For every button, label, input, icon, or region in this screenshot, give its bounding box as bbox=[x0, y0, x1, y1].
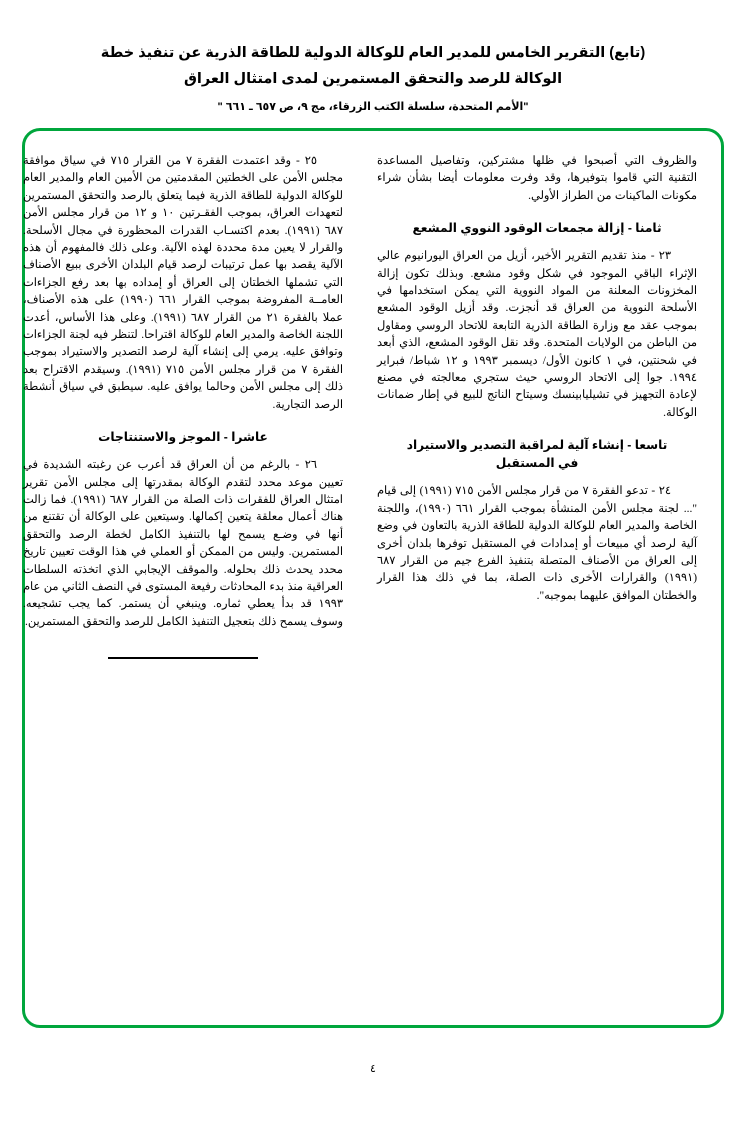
frame-content bbox=[25, 131, 721, 1025]
page-number: ٤ bbox=[370, 1063, 376, 1075]
section-heading-eight: ثامنا - إزالة مجمعات الوقود النووي المشعع bbox=[412, 221, 662, 236]
paragraph-continuation: والظروف التي أصبحوا في ظلها مشتركين، وتفاصيل المساعدة التقنية التي قاموا بتوفيرها، وقد وفرت معلومات أيضا بشأن شراء مكونات الماكينات من الطراز الأولي. bbox=[377, 155, 697, 202]
column-right bbox=[377, 153, 697, 659]
page-header bbox=[0, 0, 746, 118]
horizontal-rule-wrap bbox=[23, 657, 343, 659]
paragraph-23: ٢٣ - منذ تقديم التقرير الأخير، أزيل من العراق اليورانيوم عالي الإثراء الباقي الموجود في شكل وقود مشعع. وبذلك تكون إزالة المخزونات المعلنة من المواد النووية التي يمكن استخدامها في الأسلحة النووية من العراق قد أنجزت. وقد أزيل الوقود المشعع بموجب عقد مع وزارة الطاقة الذرية التابعة للاتحاد الروسي ومقاول من الباطن من الولايات المتحدة. وقد نقل الوقود المشعع، الذي أبعد في شحنتين، في ١ كانون الأول/ ديسمبر ١٩٩٣ و ١٢ شباط/ فبراير ١٩٩٤. جوا إلى الاتحاد الروسي حيث ستجري معالجته في مصنع لإعادة التجهيز في تشيليابينسك وسيتاح الناتج للبيع في إطار ضمانات الوكالة. bbox=[377, 250, 697, 419]
section-divider-rule bbox=[108, 657, 258, 659]
two-column-body bbox=[23, 153, 697, 659]
section-heading-ten: عاشرا - الموجز والاستنتاجات bbox=[98, 430, 268, 445]
green-border-frame bbox=[22, 128, 724, 1028]
section-heading-nine bbox=[377, 436, 697, 472]
header-source-line: "الأمم المتحدة، سلسلة الكتب الزرقاء، مج ٩، ص ٦٥٧ ـ ٦٦١ " bbox=[217, 101, 529, 113]
paragraph-24: ٢٤ - تدعو الفقرة ٧ من قرار مجلس الأمن ٧١٥ (١٩٩١) إلى قيام "... لجنة مجلس الأمن المنشأة بموجب القرار ٦٦١ (١٩٩٠)، واللجنة الخاصة والمدير العام للوكالة الدولية للطاقة الذرية بالتعاون في وضع آلية لرصد أي مبيعات أو إمدادات في المستقبل توفرها بلدان أخرى إلى العراق من الأصناف المتصلة بتنفيذ الفرع جيم من القرار ٦٨٧ (١٩٩١) والقرارات الأخرى ذات الصلة، بما في ذلك هذا القرار والخطتان الموافق عليهما بموجبه". bbox=[377, 485, 697, 602]
header-title-line-2: الوكالة للرصد والتحقق المستمرين لمدى امتثال العراق bbox=[183, 71, 563, 87]
header-title-line-1: (تابع) التقرير الخامس للمدير العام للوكالة الدولية للطاقة الذرية عن تنفيذ خطة bbox=[100, 45, 646, 61]
section-heading-nine-line-1: تاسعا - إنشاء آلية لمراقبة التصدير والاستيراد bbox=[406, 438, 668, 453]
section-heading-nine-line-2: في المستقبل bbox=[495, 456, 579, 471]
paragraph-26: ٢٦ - بالرغم من أن العراق قد أعرب عن رغبته الشديدة في تعيين موعد محدد لتقدم الوكالة بمقدرتها إلى مجلس الأمن تقرير امتثال العراق للفقرات ذات الصلة من القرار ٦٨٧ (١٩٩١). فما زالت هناك أعمال معلقة يتعين إكمالها. وسيتعين على الوكالة أن تقتنع من أنها في وضـع يسمح لها بالتنفيذ الكامل لخطة الرصد والتحقق المستمرين. وليس من الممكن أو العملي في هذا الوقت تعيين تاريخ محدد يحدث ذلك بحلوله. والموقف الإيجابي الذي اتخذته السلطات العراقية منذ بدء المحادثات رفيعة المستوى في النصف الثاني من عام ١٩٩٣ قد بدأ يعطي ثماره. وينبغي أن يستمر. كما يجب تشجيعه. وسوف يسمح ذلك بتعجيل التنفيذ الكامل للرصد والتحقق المستمرين. bbox=[23, 459, 343, 628]
paragraph-25: ٢٥ - وقد اعتمدت الفقرة ٧ من القرار ٧١٥ في سياق موافقة مجلس الأمن على الخطتين المقدمتين من الأمين العام والمدير العام للوكالة الدولية للطاقة الذرية فيما يتعلق بالرصد والتحقق المستمرين لتعهدات العراق، بموجب الفقـرتين ١٠ و ١٢ من قرار مجلس الأمن ٦٨٧ (١٩٩١). بعدم اكتسـاب القدرات المحظورة في مجال الأسلحة. والقرار لا يعين مدة محددة لهذه الآلية. وعلى ذلك فالمفهوم أن هذه الآلية يقصد بها عمل ترتيبات لرصد قيام البلدان الأخرى ببيع الأصناف التي تشملها الخطتان إلى العراق أو إمداده بها بعد رفع الجزاءات العامــة المفروضة بموجب القرار ٦٦١ (١٩٩٠) على هذه الأصناف، عملا بالفقرة ٢١ من القرار ٦٨٧ (١٩٩١). وعلى هذا الأساس، أعدت اللجنة الخاصة والمدير العام للوكالة اقتراحا. لتنظر فيه لجنة الجزاءات وتوافق عليه. يرمي إلى إنشاء آلية لرصد التصدير والاستيراد بموجب الفقرة ٧ من قرار مجلس الأمن ٧١٥ (١٩٩١). وسيقدم الاقتراح بعد ذلك إلى مجلس الأمن وحالما يوافق عليه. سيطبق في سياق أنشطة الرصد التجارية. bbox=[23, 155, 343, 411]
column-left bbox=[23, 153, 343, 659]
